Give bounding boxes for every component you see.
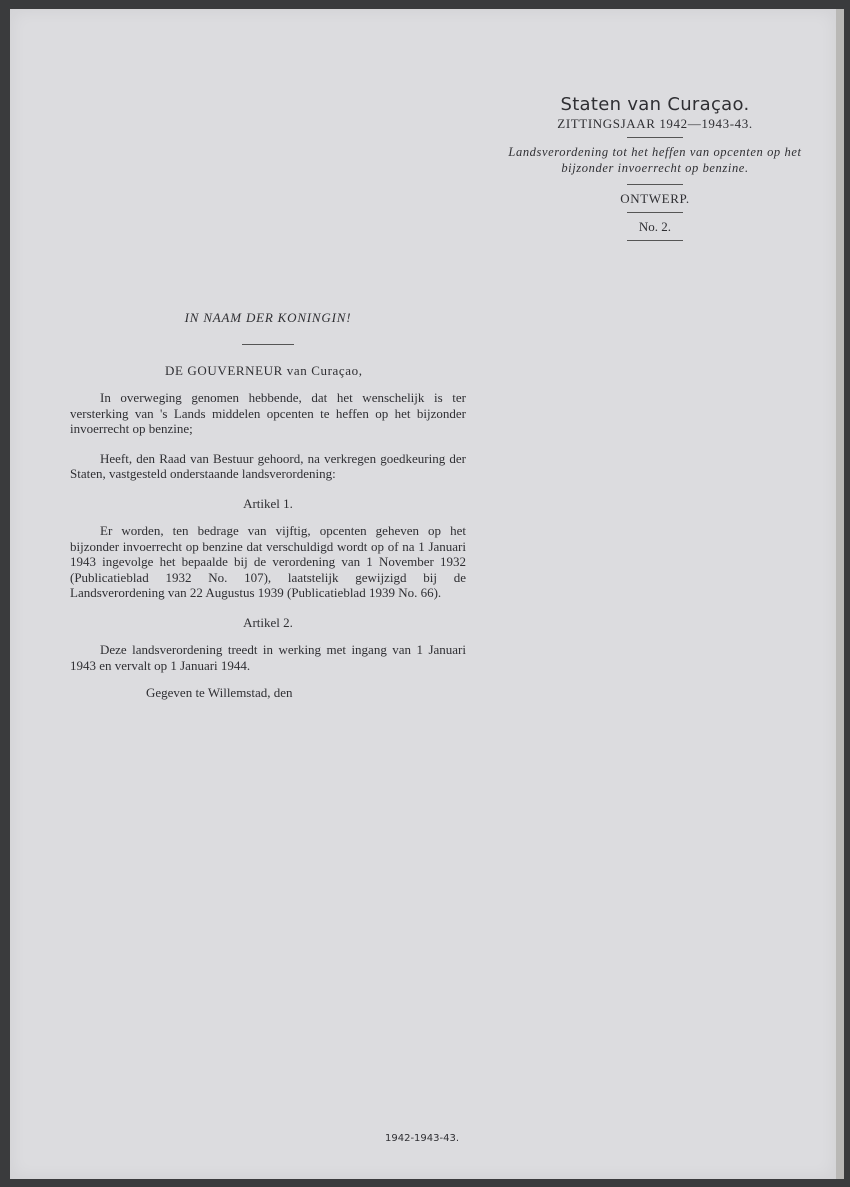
footer-stamp: 1942-1943-43.	[385, 1133, 460, 1144]
bill-title: Landsverordening tot het heffen van opcenten op het bijzonder invoerrecht op benzine.	[508, 145, 802, 175]
divider	[627, 212, 683, 213]
divider	[242, 344, 294, 345]
page-edge	[836, 9, 844, 1179]
article-heading: Artikel 1.	[243, 495, 293, 511]
article-heading: Artikel 2.	[243, 614, 293, 630]
article-text: Deze landsverordening treedt in werking met ingang van 1 Januari 1943 en vervalt op 1 Januari 1944.	[70, 642, 466, 673]
considering-paragraph: In overweging genomen hebbende, dat het wenschelijk is ter versterking van 's Lands middelen opcenten te heffen op het bijzonder invoerrecht op benzine;	[70, 390, 466, 436]
parliament-title: Staten van Curaçao.	[560, 94, 750, 115]
document-body	[70, 310, 466, 701]
divider	[627, 137, 683, 138]
article-text: Er worden, ten bedrage van vijftig, opcenten geheven op het bijzonder invoerrecht op benzine dat verschuldigd wordt op of na 1 Januari 1943 ingevolge het bepaalde bij de verordening van 1 November 1932 (Publicatieblad 1932 No. 107), laatstelijk gewijzigd bij de Landsverordening van 22 Augustus 1939 (Publicatieblad 1939 No. 66).	[70, 523, 466, 600]
closing-line: Gegeven te Willemstad, den	[146, 685, 293, 700]
divider	[627, 240, 683, 241]
divider	[627, 184, 683, 185]
draft-label: ONTWERP.	[620, 191, 690, 206]
document-header	[490, 90, 820, 241]
preamble: IN NAAM DER KONINGIN!	[184, 310, 352, 325]
enacting-paragraph: Heeft, den Raad van Bestuur gehoord, na verkregen goedkeuring der Staten, vastgesteld onderstaande landsverordening:	[70, 450, 466, 481]
governor-line: DE GOUVERNEUR van Curaçao,	[165, 362, 363, 378]
session-year: ZITTINGSJAAR 1942—1943-43.	[557, 116, 753, 131]
document-number: No. 2.	[638, 219, 672, 234]
